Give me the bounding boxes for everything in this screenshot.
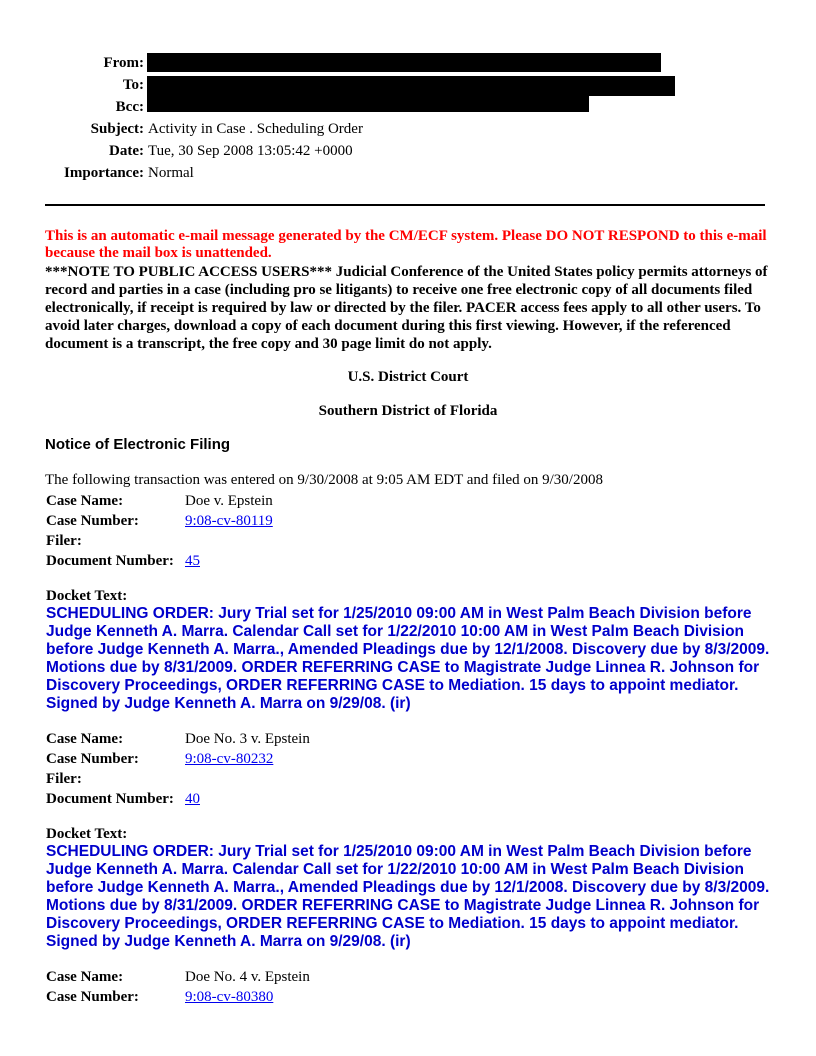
case-name-label: Case Name: bbox=[46, 969, 124, 985]
date-value: Tue, 30 Sep 2008 13:05:42 +0000 bbox=[148, 143, 353, 159]
filer-row bbox=[46, 531, 776, 551]
bcc-label: Bcc: bbox=[115, 99, 144, 115]
case-number-link[interactable]: 9:08-cv-80232 bbox=[185, 751, 274, 767]
case-number-row bbox=[46, 987, 776, 1007]
from-redaction bbox=[147, 53, 661, 72]
bcc-redaction bbox=[147, 96, 589, 112]
document-number-label: Document Number: bbox=[46, 553, 174, 569]
subject-label: Subject: bbox=[90, 121, 144, 137]
case-name-row bbox=[46, 729, 776, 749]
to-row bbox=[0, 74, 816, 96]
date-row bbox=[0, 140, 816, 162]
auto-message-warning: This is an automatic e-mail message generated by the CM/ECF system. Please DO NOT RESPOND to this e-mail because the mail box is unattended. bbox=[45, 228, 767, 261]
docket-text-label: Docket Text: bbox=[46, 826, 128, 842]
case-number-label: Case Number: bbox=[46, 751, 139, 767]
case-number-row bbox=[46, 749, 776, 769]
case-number-link[interactable]: 9:08-cv-80119 bbox=[185, 513, 273, 529]
docket-text: SCHEDULING ORDER: Jury Trial set for 1/25/2010 09:00 AM in West Palm Beach Division before Judge Kenneth A. Marra. Calendar Call set for 1/22/2010 10:00 AM in West Palm Beach Division before Judge Kenneth A. Marra., Amended Pleadings due by 12/1/2008. Discovery due by 8/3/2009. Motions due by 8/31/2009. ORDER REFERRING CASE to Magistrate Judge Linnea R. Johnson for Discovery Proceedings, ORDER REFERRING CASE to Mediation. 15 days to appoint mediator. Signed by Judge Kenneth A. Marra on 9/29/08. (ir) bbox=[46, 843, 770, 950]
case-number-label: Case Number: bbox=[46, 513, 139, 529]
document-number-row bbox=[46, 551, 776, 571]
case-name-row bbox=[46, 967, 776, 987]
case-name-value: Doe No. 3 v. Epstein bbox=[185, 731, 310, 747]
district-name: Southern District of Florida bbox=[318, 403, 498, 419]
header-divider bbox=[45, 204, 765, 206]
docket-text-label: Docket Text: bbox=[46, 588, 128, 604]
case-number-label: Case Number: bbox=[46, 989, 139, 1005]
case-block bbox=[46, 967, 776, 1007]
importance-row bbox=[0, 162, 816, 184]
document-number-link[interactable]: 40 bbox=[185, 791, 200, 807]
case-block bbox=[46, 491, 776, 713]
importance-value: Normal bbox=[148, 165, 194, 181]
from-label: From: bbox=[103, 55, 144, 71]
transaction-line: The following transaction was entered on 9/30/2008 at 9:05 AM EDT and filed on 9/30/2008 bbox=[45, 472, 603, 488]
case-name-label: Case Name: bbox=[46, 493, 124, 509]
document-number-label: Document Number: bbox=[46, 791, 174, 807]
case-name-label: Case Name: bbox=[46, 731, 124, 747]
case-number-row bbox=[46, 511, 776, 531]
from-row bbox=[0, 52, 816, 74]
filer-row bbox=[46, 769, 776, 789]
email-header bbox=[0, 52, 816, 184]
document-number-link[interactable]: 45 bbox=[185, 553, 200, 569]
case-name-row bbox=[46, 491, 776, 511]
document-number-row bbox=[46, 789, 776, 809]
to-label: To: bbox=[122, 77, 144, 93]
case-number-link[interactable]: 9:08-cv-80380 bbox=[185, 989, 274, 1005]
bcc-row bbox=[0, 96, 816, 118]
public-access-note: ***NOTE TO PUBLIC ACCESS USERS*** Judicial Conference of the United States policy permits attorneys of record and parties in a case (including pro se litigants) to receive one free electronic copy of all documents filed electronically, if receipt is required by law or directed by the filer. PACER access fees apply to all other users. To avoid later charges, download a copy of each document during this first viewing. However, if the referenced document is a transcript, the free copy and 30 page limit do not apply. bbox=[45, 264, 768, 352]
case-name-value: Doe v. Epstein bbox=[185, 493, 273, 509]
date-label: Date: bbox=[109, 143, 144, 159]
subject-value: Activity in Case . Scheduling Order bbox=[148, 121, 363, 137]
filer-label: Filer: bbox=[46, 771, 82, 787]
importance-label: Importance: bbox=[64, 165, 144, 181]
to-redaction bbox=[147, 76, 675, 96]
docket-text: SCHEDULING ORDER: Jury Trial set for 1/25/2010 09:00 AM in West Palm Beach Division before Judge Kenneth A. Marra. Calendar Call set for 1/22/2010 10:00 AM in West Palm Beach Division before Judge Kenneth A. Marra., Amended Pleadings due by 12/1/2008. Discovery due by 8/3/2009. Motions due by 8/31/2009. ORDER REFERRING CASE to Magistrate Judge Linnea R. Johnson for Discovery Proceedings, ORDER REFERRING CASE to Mediation. 15 days to appoint mediator. Signed by Judge Kenneth A. Marra on 9/29/08. (ir) bbox=[46, 605, 770, 712]
filer-label: Filer: bbox=[46, 533, 82, 549]
court-name: U.S. District Court bbox=[347, 369, 469, 385]
case-block bbox=[46, 729, 776, 951]
notice-title: Notice of Electronic Filing bbox=[45, 436, 231, 453]
case-name-value: Doe No. 4 v. Epstein bbox=[185, 969, 310, 985]
subject-row bbox=[0, 118, 816, 140]
